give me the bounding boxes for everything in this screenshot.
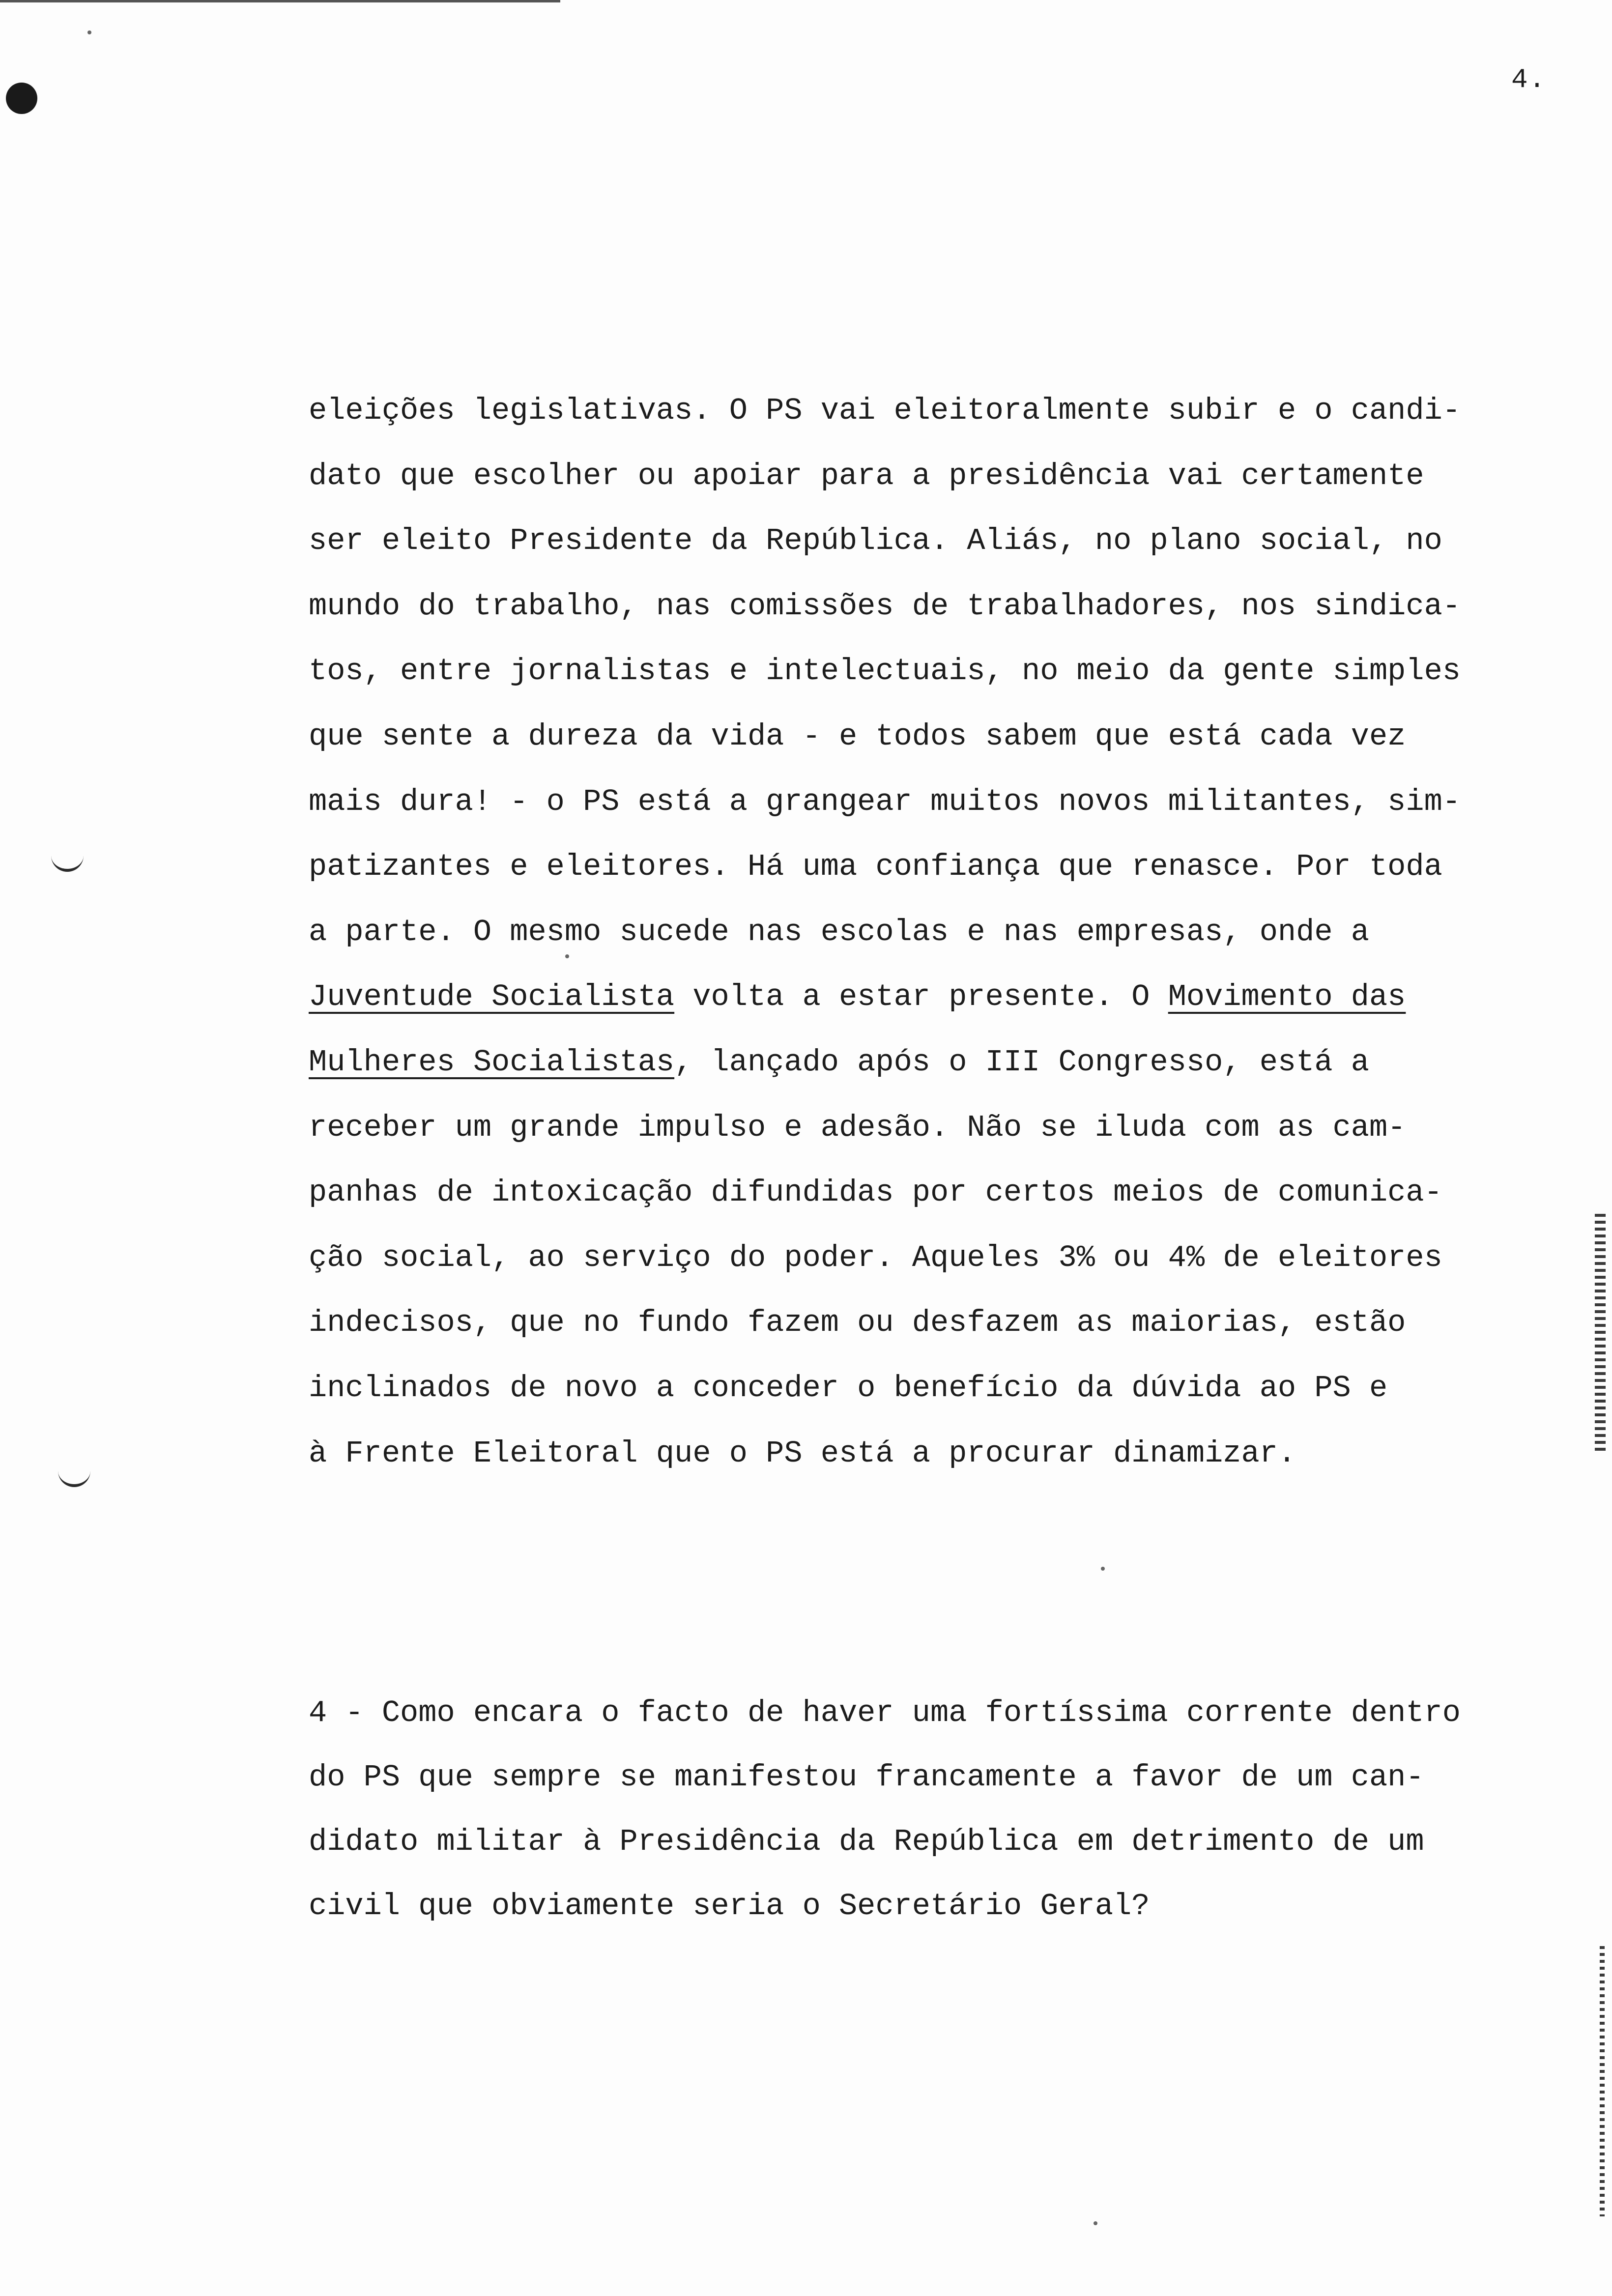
text-line: receber um grande impulso e adesão. Não se iluda com as cam- — [309, 1110, 1406, 1145]
text-line — [309, 1030, 1586, 1095]
text-line: que sente a dureza da vida - e todos sabem que está cada vez — [309, 718, 1406, 754]
underlined-term: Juventude Socialista — [309, 979, 675, 1015]
text-line: à Frente Eleitoral que o PS está a procurar dinamizar. — [309, 1435, 1296, 1471]
margin-bracket-mark — [51, 854, 84, 872]
text-line: civil que obviamente seria o Secretário Geral? — [309, 1889, 1150, 1923]
scan-speck — [1101, 1567, 1105, 1571]
text-line: didato militar à Presidência da República em detrimento de um — [309, 1824, 1424, 1859]
text-line: indecisos, que no fundo fazem ou desfazem as maiorias, estão — [309, 1305, 1406, 1341]
text-segment: , lançado após o III Congresso, está a — [674, 1044, 1369, 1080]
text-line: ser eleito Presidente da República. Aliás, no plano social, no — [309, 523, 1442, 559]
scan-speck — [1094, 2221, 1097, 2225]
page-number: 4. — [1511, 64, 1547, 95]
text-line: ção social, ao serviço do poder. Aqueles 3% ou 4% de eleitores — [309, 1240, 1442, 1275]
question-paragraph — [309, 1681, 1586, 1938]
text-segment: volta a estar presente. O — [674, 979, 1168, 1015]
text-line: dato que escolher ou apoiar para a presidência vai certamente — [309, 458, 1424, 493]
body-paragraph — [309, 378, 1586, 1486]
scan-speck — [87, 30, 91, 34]
text-line: do PS que sempre se manifestou francamente a favor de um can- — [309, 1760, 1424, 1795]
underlined-term: Movimento das — [1168, 979, 1406, 1015]
text-line — [309, 965, 1586, 1030]
punch-hole-mark — [6, 83, 37, 114]
text-line: mais dura! - o PS está a grangear muitos novos militantes, sim- — [309, 784, 1461, 819]
scan-top-rule — [0, 0, 560, 2]
scan-edge-artifact — [1595, 1214, 1606, 1455]
text-line: panhas de intoxicação difundidas por certos meios de comunica- — [309, 1175, 1442, 1210]
text-line: a parte. O mesmo sucede nas escolas e nas empresas, onde a — [309, 914, 1369, 949]
text-line: inclinados de novo a conceder o benefício da dúvida ao PS e — [309, 1370, 1388, 1406]
text-line: eleições legislativas. O PS vai eleitoralmente subir e o candi- — [309, 393, 1461, 428]
underlined-term: Mulheres Socialistas — [309, 1044, 675, 1080]
scan-edge-artifact — [1600, 1946, 1605, 2216]
text-line: mundo do trabalho, nas comissões de trabalhadores, nos sindica- — [309, 588, 1461, 624]
text-line: tos, entre jornalistas e intelectuais, no meio da gente simples — [309, 654, 1461, 689]
text-line: 4 - Como encara o facto de haver uma fortíssima corrente dentro — [309, 1695, 1461, 1730]
text-line: patizantes e eleitores. Há uma confiança que renasce. Por toda — [309, 849, 1442, 885]
margin-bracket-mark — [58, 1469, 90, 1487]
